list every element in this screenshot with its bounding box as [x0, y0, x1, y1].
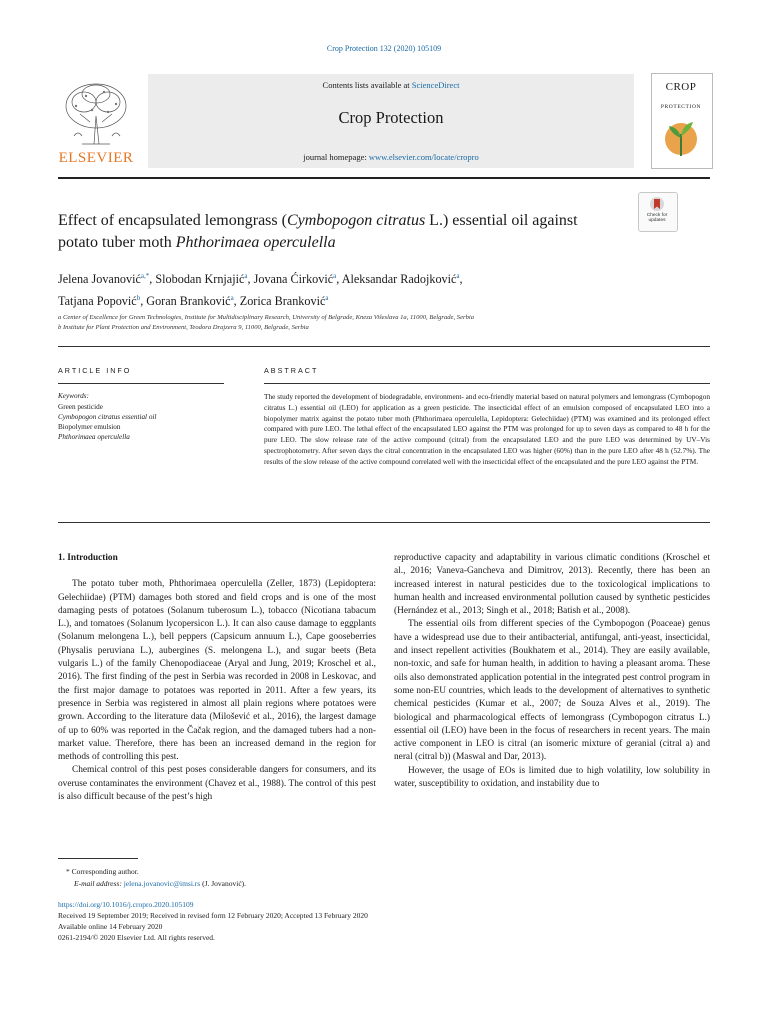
journal-reference[interactable]: Crop Protection 132 (2020) 105109 — [326, 44, 442, 53]
keywords-label: Keywords: — [58, 392, 89, 400]
author[interactable]: Tatjana Popović$^b$ — [58, 294, 141, 309]
affiliation-a: a Center of Excellence for Green Technologies, Institute for Multidisciplinary Research, University of Belgrade, Kneza Višeslava 1a, 11000, Belgrade, Serbia — [58, 314, 474, 321]
contents-prefix: Contents lists available at — [322, 80, 412, 90]
title-text-1: Effect of encapsulated lemongrass ( — [58, 212, 287, 229]
bookmark-icon — [648, 196, 666, 212]
body-paragraph: reproductive capacity and adaptability in various climatic conditions (Kroschel et al., 2016; Vaneva-Gancheva and Dimitrov, 2013). Recently, there has been an increased interest in natural pesticides due to the toxicological implications to human health and increased environmental pollution caused by synthetic pesticides (Hernández et al., 2013; Singh et al., 2018; Batish et al., 2008). — [394, 553, 710, 617]
contents-line — [148, 80, 634, 90]
cover-plant-icon — [657, 112, 705, 162]
keyword: Green pesticide — [58, 403, 103, 411]
title-species-1: Cymbopogon citratus — [286, 212, 426, 229]
author[interactable]: Zorica Branković$^a$ — [239, 294, 329, 309]
footnote-mark: * — [66, 867, 70, 876]
author-list: Jelena Jovanović$^{a,*}$, Slobodan Krnjajić$^a$, Jovana Ćirković$^a$, Aleksandar Radojković$^a$, Tatjana Popović$^b$, Goran Branković$^a$, Zorica Branković$^a$ — [58, 272, 463, 309]
homepage-line — [148, 152, 634, 162]
cover-title-line1: CROP — [665, 81, 697, 93]
abstract-rule — [264, 383, 710, 384]
cover-title — [651, 82, 711, 92]
received-dates: Received 19 September 2019; Received in revised form 12 February 2020; Accepted 13 February 2020 — [58, 911, 368, 920]
author[interactable]: Jelena Jovanović$^{a,*}$ — [58, 272, 150, 287]
body-paragraph: The potato tuber moth, Phthorimaea operculella (Zeller, 1873) (Lepidoptera: Gelechiidae) (PTM) damages both stored and field crops and is one of the most damaging pests of potatoes (Solanum tuberosum L.), tobacco (Nicotiana tabacum L.), and tomatoes (Solanum lycopersicon L.). It can also cause damage to eggplants (Solanum melongena L.), bell peppers (Capsicum annuum L.), Cape gooseberries (Physalis peruviana L.), aubergines (S. melongena L.), and sugar beets (Beta vulgaris L.) of the family Chenopodiaceae (Aryal and Jung, 2019; Kroschel et al., 2016). The first finding of the pest in Serbia was recorded in 2008 in Leskovac, and the first major damage to potatoes was reported in 2011. After a few years, its presence in Serbia was registered in almost all plain regions where potatoes were grown. According to the literature data (Milošević et al., 2016), the largest damage of up to 60% was reported in the Čačak region, and the damaged tubers had a non-market value. Therefore, there has been an increased demand in the region for methods of controlling this pest. — [58, 579, 376, 763]
keyword-list — [58, 402, 238, 442]
keyword: Cymbopogon citratus essential oil — [58, 413, 157, 421]
email-label: E-mail address: — [74, 879, 122, 888]
abstract-bottom-rule — [58, 522, 710, 523]
header-rule — [58, 177, 710, 179]
doi-link[interactable]: https://doi.org/10.1016/j.cropro.2020.105109 — [58, 900, 194, 909]
abstract-text: The study reported the development of biodegradable, environment- and eco-friendly material based on natural polymers and lemongrass (Cymbopogon citratus L.) essential oil (LEO) for application as a green pesticide. The insecticidal effect of an emulsion composed of encapsulated LEO into a biopolymer matrix against the potato tuber moth (Phthorimaea operculella, Lepidoptera: Gelechiidae) (PTM) was examined and its prolonged effect compared with pure LEO. The lethal effect of the encapsulated LEO against the PTM was prolonged for up to seven days as compared to 48 h for the pure LEO. The slow release rate of the active compound (citral) from the encapsulated LEO and the pure LEO was determined by UV–Vis spectrophotometry. After seven days the citral concentration in the encapsulated LEO was higher (60%) than in the pure LEO after 48 h (52.7%). The results of the slow release of the active compound correlated well with the insecticidal effect of the encapsulated and the pure LEO against the PTM. — [264, 392, 710, 466]
corresponding-label: Corresponding author. — [71, 867, 139, 876]
email-footnote — [74, 878, 246, 889]
author[interactable]: Goran Branković$^a$ — [146, 294, 234, 309]
body-paragraph: However, the usage of EOs is limited due to high volatility, low solubility in water, susceptibility to oxidation, and instability due to — [394, 765, 710, 790]
cover-subtitle: PROTECTION — [660, 104, 702, 110]
affiliation-b: b Institute for Plant Protection and Environment, Teodora Drajzera 9, 11000, Belgrade, Serbia — [58, 324, 309, 331]
author[interactable]: Jovana Ćirković$^a$ — [253, 272, 337, 287]
article-info-heading: ARTICLE INFO — [58, 366, 132, 375]
article-title — [58, 210, 618, 254]
keyword: Phthorimaea operculella — [58, 433, 130, 441]
available-online: Available online 14 February 2020 — [58, 922, 163, 931]
email-suffix: (J. Jovanović). — [200, 879, 247, 888]
homepage-prefix: journal homepage: — [303, 152, 369, 162]
author[interactable]: Aleksandar Radojković$^a$ — [341, 272, 460, 287]
elsevier-wordmark: ELSEVIER — [58, 150, 134, 166]
email-link[interactable]: jelena.jovanovic@imsi.rs — [123, 879, 201, 888]
check-for-updates-label: Check for updates — [646, 213, 668, 223]
footnote-rule — [58, 858, 138, 859]
article-info-rule — [58, 383, 224, 384]
section-title: 1. Introduction — [58, 553, 118, 563]
body-paragraph: Chemical control of this pest poses considerable dangers for consumers, and its overuse contaminates the environment (Chavez et al., 1988). The control of this pest is also difficult because of the pest’s high — [58, 765, 376, 803]
front-matter-rule — [58, 346, 710, 347]
left-column — [58, 552, 376, 804]
abstract-heading: ABSTRACT — [264, 366, 319, 375]
author[interactable]: Slobodan Krnjajić$^a$ — [155, 272, 248, 287]
keyword: Biopolymer emulsion — [58, 423, 121, 431]
sciencedirect-link[interactable]: ScienceDirect — [411, 80, 460, 90]
body-paragraph: The essential oils from different species of the Cymbopogon (Poaceae) genus have a widespread use due to their antibacterial, antifungal, anti-yeast, insecticidal, and insect repellent activities (Boukhatem et al., 2014). They are easily available, non-toxic, and safe for human health, in addition to having a pleasant aroma. These oils also demonstrated application potential in the integrated pest control program in some non-EU countries, which leads to the development of alternatives to synthetic chemical pesticides (Kumar et al., 2007; de Souza Alves et al., 2019). The biological and pharmacological effects of lemongrass (Cymbopogon citratus L.) essential oil (LEO) have been in the focus of researchers in recent years. The main active component in LEO is citral (an isomeric mixture of geranial (citral a) and neral (citral b)) (Maswal and Dar, 2013). — [394, 619, 710, 763]
title-species-2: Phthorimaea operculella — [175, 234, 336, 251]
journal-name: Crop Protection — [338, 108, 444, 127]
copyright: 0261-2194/© 2020 Elsevier Ltd. All rights reserved. — [58, 933, 215, 942]
corresponding-footnote — [66, 866, 139, 877]
title-text-2: L.) essential oil against potato tuber moth — [58, 212, 578, 251]
right-column — [394, 552, 710, 791]
homepage-link[interactable]: www.elsevier.com/locate/cropro — [368, 152, 479, 162]
